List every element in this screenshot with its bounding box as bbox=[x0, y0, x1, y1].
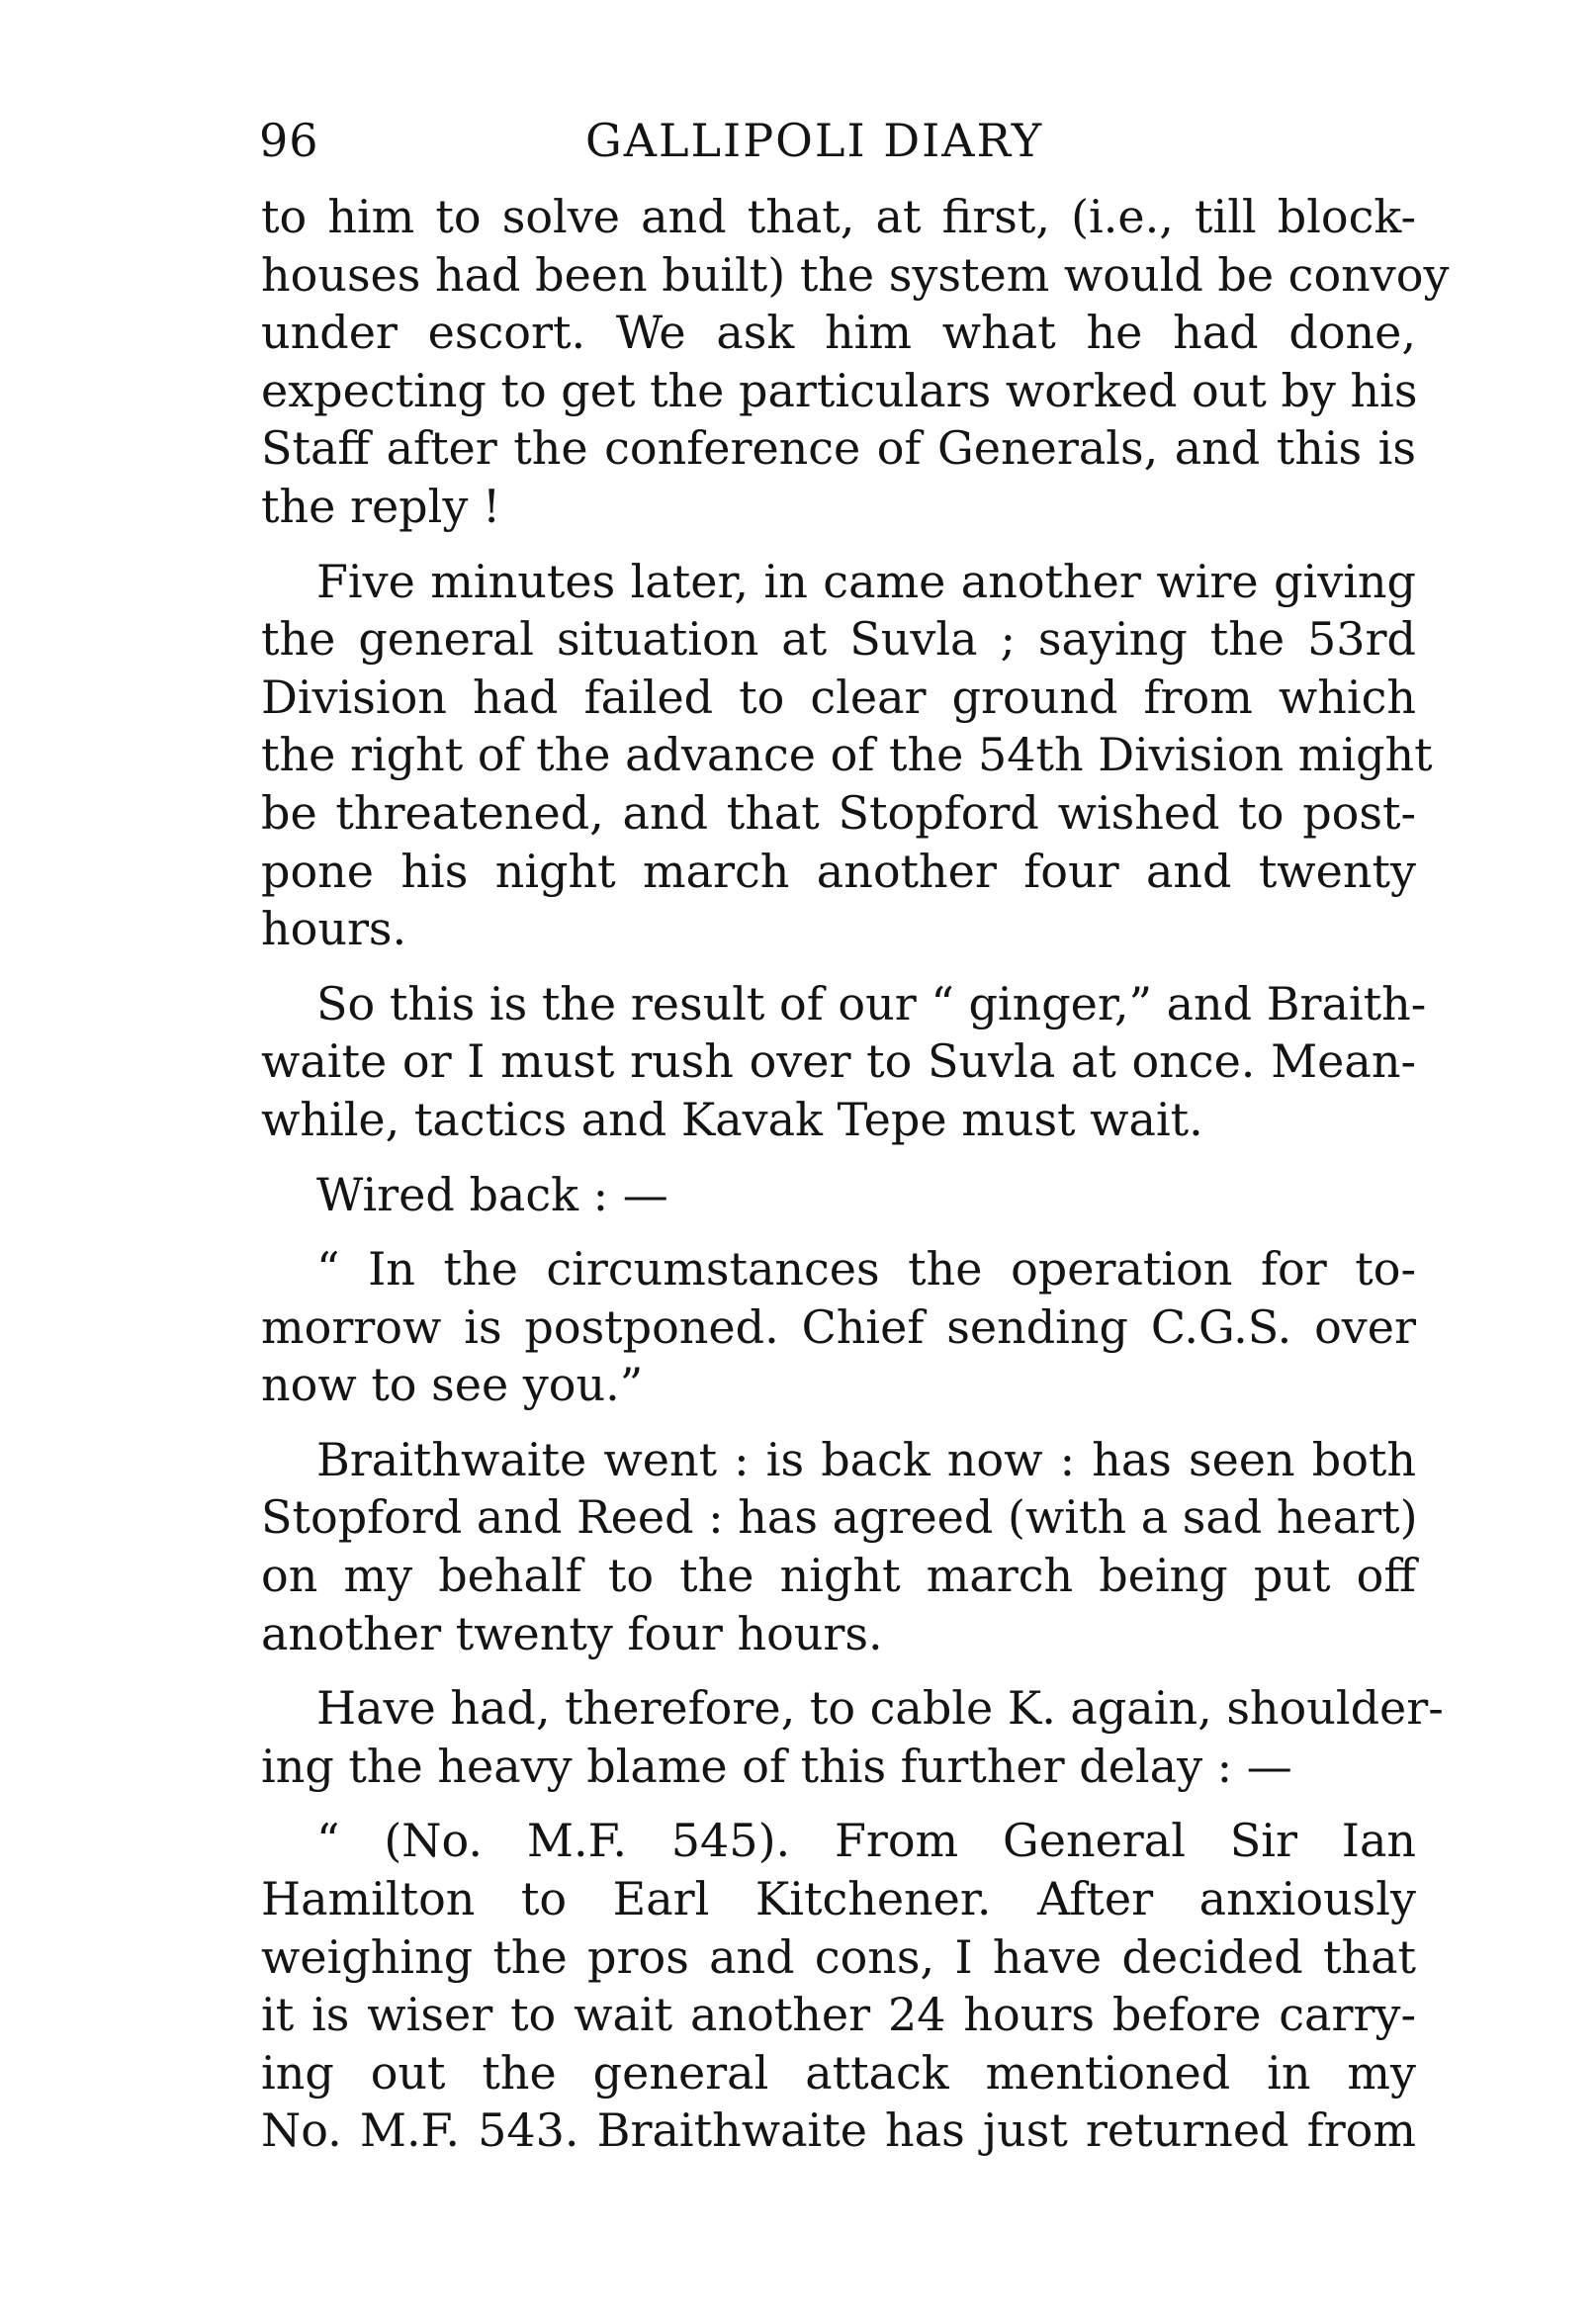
text-line: to him to solve and that, at first, (i.e., till block- bbox=[261, 190, 1416, 243]
text-line: Staff after the conference of Generals, and this is bbox=[261, 421, 1416, 476]
paragraph-cable-quote bbox=[261, 1812, 1416, 2160]
paragraph-another-wire bbox=[261, 553, 1433, 958]
text-line: expecting to get the particulars worked out by his bbox=[261, 363, 1418, 417]
paragraph-wired-back bbox=[261, 1166, 1416, 1224]
text-line: on my behalf to the night march being put off bbox=[261, 1549, 1416, 1603]
paragraph-cable-k bbox=[261, 1679, 1444, 1795]
text-line: Five minutes later, in came another wire giving bbox=[316, 554, 1416, 608]
text-line: No. M.F. 543. Braithwaite has just returned from bbox=[261, 2103, 1416, 2158]
page-number: 96 bbox=[259, 114, 319, 167]
text-line: hours. bbox=[261, 902, 407, 956]
text-line: ing the heavy blame of this further delay : — bbox=[261, 1739, 1292, 1793]
text-line: Hamilton to Earl Kitchener. After anxiously bbox=[261, 1872, 1416, 1926]
text-line: ing out the general attack mentioned in my bbox=[261, 2045, 1416, 2100]
text-line: be threatened, and that Stopford wished to post- bbox=[261, 785, 1416, 840]
text-line: morrow is postponed. Chief sending C.G.S. over bbox=[261, 1299, 1416, 1354]
text-line: another twenty four hours. bbox=[261, 1606, 883, 1660]
text-line: waite or I must rush over to Suvla at once. Mean- bbox=[261, 1034, 1416, 1089]
running-title: GALLIPOLI DIARY bbox=[585, 114, 1044, 167]
text-line: it is wiser to wait another 24 hours before carry- bbox=[261, 1988, 1416, 2042]
paragraph-ginger bbox=[261, 975, 1427, 1149]
text-line: “ (No. M.F. 545). From General Sir Ian bbox=[316, 1814, 1416, 1868]
text-line: under escort. We ask him what he had done, bbox=[261, 306, 1416, 360]
page-header bbox=[259, 111, 1416, 170]
text-line: pone his night march another four and twenty bbox=[261, 844, 1416, 898]
text-line: while, tactics and Kavak Tepe must wait. bbox=[261, 1092, 1203, 1146]
text-line: Division had failed to clear ground from which bbox=[261, 670, 1416, 724]
paragraph-telegram-quote bbox=[261, 1240, 1416, 1414]
paragraph-convoy bbox=[261, 188, 1450, 536]
text-line: the general situation at Suvla ; saying the 53rd bbox=[261, 612, 1416, 667]
text-line: So this is the result of our “ ginger,” and Braith- bbox=[316, 976, 1427, 1030]
text-line: now to see you.” bbox=[261, 1358, 644, 1412]
text-line: houses had been built) the system would be convoy bbox=[261, 247, 1450, 302]
text-line: Stopford and Reed : has agreed (with a sad heart) bbox=[261, 1490, 1418, 1545]
text-line: weighing the pros and cons, I have decided that bbox=[261, 1929, 1416, 1984]
text-line: the right of the advance of the 54th Division might bbox=[261, 728, 1433, 782]
text-line: the reply ! bbox=[261, 479, 501, 533]
body-text bbox=[261, 188, 1450, 2177]
text-line: “ In the circumstances the operation for to- bbox=[316, 1242, 1416, 1296]
text-line: Have had, therefore, to cable K. again, shoulder- bbox=[316, 1681, 1444, 1736]
text-line: Wired back : — bbox=[316, 1167, 668, 1221]
text-line: Braithwaite went : is back now : has seen both bbox=[316, 1432, 1416, 1486]
paragraph-braithwaite bbox=[261, 1431, 1416, 1662]
